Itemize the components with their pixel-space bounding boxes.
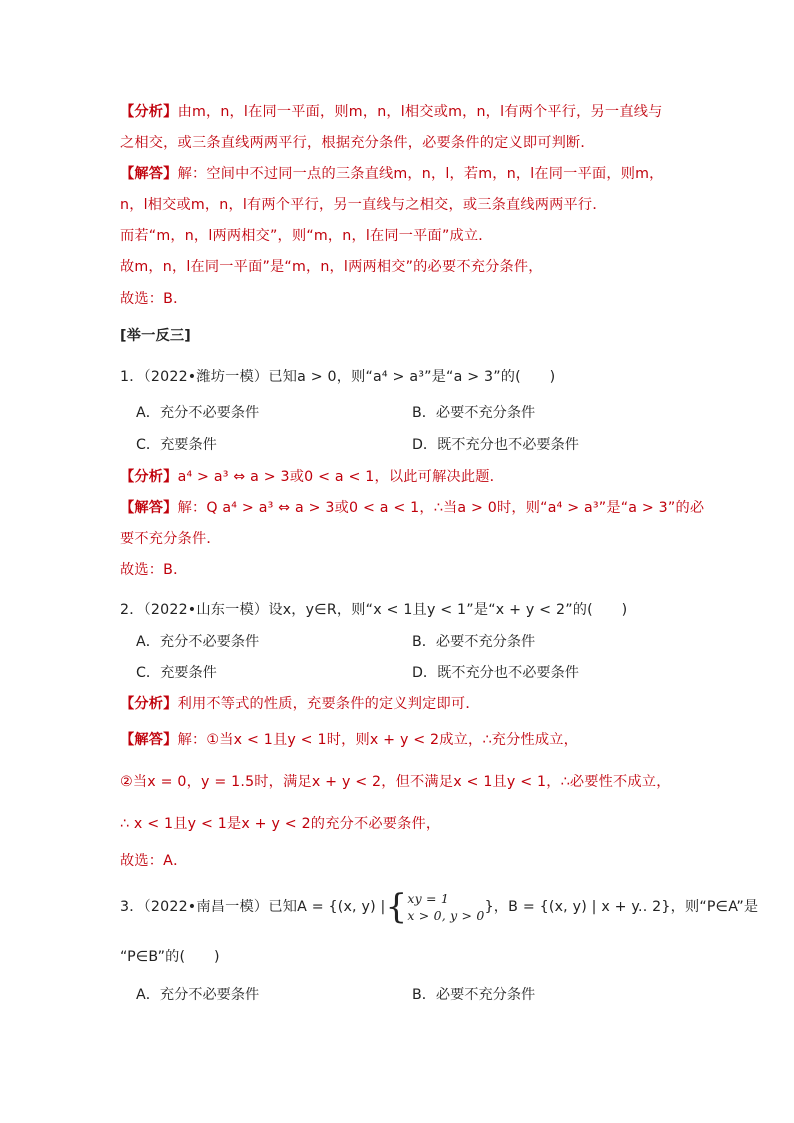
left-brace-icon: { (385, 887, 408, 927)
solution-tag: 【解答】 (120, 166, 178, 182)
q2-analysis (120, 694, 480, 714)
q2-analysis-text: 利用不等式的性质，充要条件的定义判定即可． (177, 696, 480, 712)
solution-line-5: 故选：B． (120, 291, 188, 307)
q1-analysis-tag: 【分析】 (120, 469, 178, 485)
q2-solution-line-4: 故选：A． (120, 853, 188, 869)
q1-stem: 1．（2022•潍坊一模）已知a > 0，则“a⁴ > a³”是“a > 3”的( ) (120, 369, 556, 385)
q1-solution-line-3: 故选：B． (120, 562, 188, 578)
analysis-line-1 (120, 102, 662, 122)
solution-text: 解：空间中不过同一点的三条直线m，n，l，若m，n，l在同一平面，则m， (177, 166, 664, 182)
q3-stem-line-2: “P∈B”的( ) (120, 949, 220, 965)
q3-system-eq-2: x > 0, y > 0 (407, 908, 485, 923)
q1-option-c: C．充要条件 (136, 437, 217, 453)
q1-analysis (120, 467, 504, 487)
q1-option-d: D．既不充分也不必要条件 (412, 437, 579, 453)
q1-solution-line-2: 要不充分条件． (120, 531, 221, 547)
solution-line-3: 而若“m，n，l两两相交”，则“m，n，l在同一平面”成立． (120, 228, 493, 244)
solution-line-4: 故m，n，l在同一平面”是“m，n，l两两相交”的必要不充分条件， (120, 259, 543, 275)
q2-solution-line-1 (120, 730, 578, 750)
q1-solution-tag: 【解答】 (120, 500, 178, 516)
q2-option-c: C．充要条件 (136, 665, 217, 681)
analysis-tag: 【分析】 (120, 104, 178, 120)
q1-option-a: A．充分不必要条件 (136, 405, 260, 421)
q3-option-b: B．必要不充分条件 (412, 987, 536, 1003)
analysis-text: 由m，n，l在同一平面，则m，n，l相交或m，n，l有两个平行，另一直线与 (177, 104, 663, 120)
q2-solution-line-3: ∴ x < 1且y < 1是x + y < 2的充分不必要条件， (120, 816, 441, 832)
section-heading: [举一反三] (120, 328, 191, 344)
q3-system-eq-1: xy = 1 (407, 891, 450, 906)
q1-option-b: B．必要不充分条件 (412, 405, 536, 421)
solution-line-2: n，l相交或m，n，l有两个平行，另一直线与之相交，或三条直线两两平行． (120, 197, 607, 213)
q2-solution-tag: 【解答】 (120, 732, 178, 748)
q2-solution-line-2: ②当x = 0，y = 1.5时，满足x + y < 2，但不满足x < 1且y < 1，∴必要性不成立， (120, 774, 671, 790)
q2-option-b: B．必要不充分条件 (412, 634, 536, 650)
q3-stem-part-a: 3．（2022•南昌一模）已知A = {(x, y) | (120, 899, 386, 915)
q2-analysis-tag: 【分析】 (120, 696, 178, 712)
q3-system (407, 890, 484, 924)
q3-stem-part-b: }，B = {(x, y) | x + y.. 2}，则“P∈A”是 (484, 899, 759, 915)
q1-solution-line-1 (120, 498, 704, 518)
analysis-line-2: 之相交，或三条直线两两平行，根据充分条件，必要条件的定义即可判断． (120, 135, 595, 151)
q2-solution-text: 解：①当x < 1且y < 1时，则x + y < 2成立，∴充分性成立， (177, 732, 579, 748)
solution-line-1 (120, 164, 664, 184)
q2-option-a: A．充分不必要条件 (136, 634, 260, 650)
q3-option-a: A．充分不必要条件 (136, 987, 260, 1003)
q2-option-d: D．既不充分也不必要条件 (412, 665, 579, 681)
q1-solution-text: 解：Q a⁴ > a³ ⇔ a > 3或0 < a < 1，∴当a > 0时，则“a⁴ > a³”是“a > 3”的必 (177, 500, 705, 516)
q3-stem (120, 888, 758, 926)
q2-stem: 2．（2022•山东一模）设x，y∈R，则“x < 1且y < 1”是“x + y < 2”的( ) (120, 602, 628, 618)
q1-analysis-text: a⁴ > a³ ⇔ a > 3或0 < a < 1，以此可解决此题． (177, 469, 505, 485)
